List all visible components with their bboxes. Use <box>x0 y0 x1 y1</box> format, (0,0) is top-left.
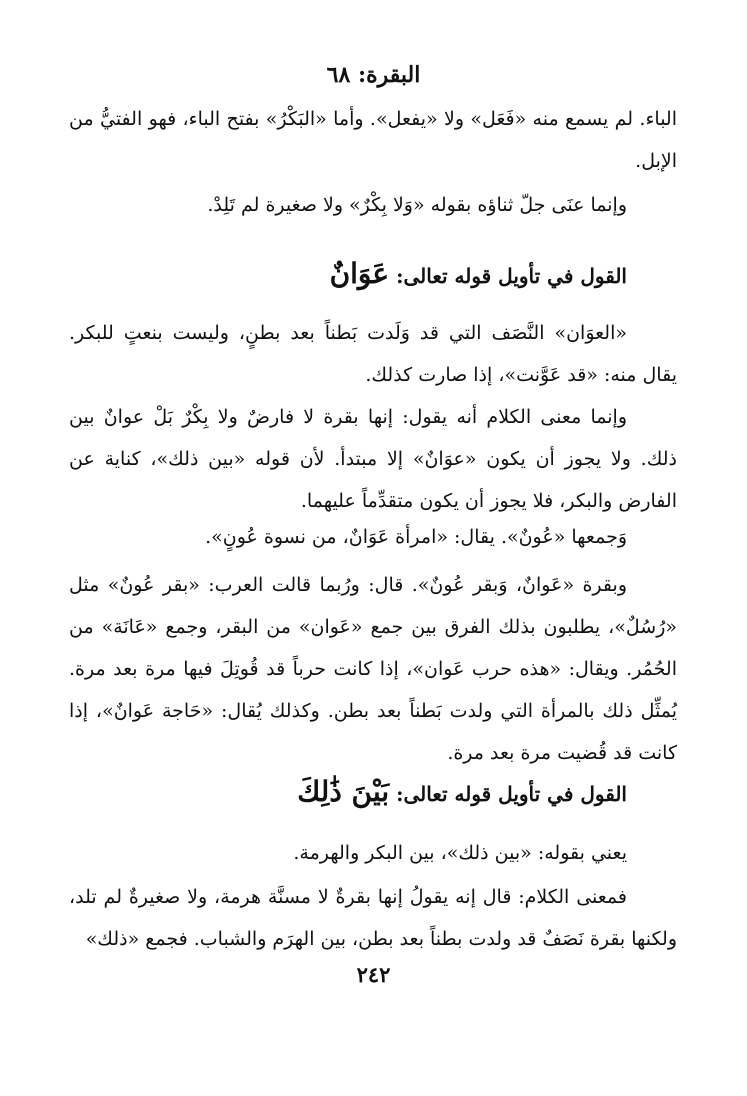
text-paragraph: يعني بقوله: «بين ذلك»، بين البكر والهرمة. <box>293 842 627 864</box>
section-heading-2 <box>69 770 677 816</box>
paragraph-2 <box>69 184 677 226</box>
paragraph-continuation <box>69 98 677 182</box>
paragraph-5 <box>69 516 677 558</box>
text-paragraph: وَجمعها «عُونٌ». يقال: «امرأة عَوَانٌ، من نسوة عُونٍ». <box>205 526 627 548</box>
heading-text: القول في تأويل قوله تعالى: <box>396 782 627 806</box>
section-heading-1 <box>69 252 677 298</box>
quran-phrase: بَيْنَ ذَٰلِكَ <box>297 775 390 808</box>
paragraph-7 <box>69 832 677 874</box>
text-paragraph: الباء. لم يسمع منه «فَعَل» ولا «يفعل». وأما «البَكْرُ» بفتح الباء، فهو الفتيُّ من الإبل. <box>69 108 677 172</box>
text-paragraph: فمعنى الكلام: قال إنه يقولُ إنها بقرةٌ لا مسنَّة هرمة، ولا صغيرةٌ لم تلد، ولكنها بقرة نَصَفٌ قد ولدت بطناً بعد بطن، بين الهرَم والشباب. فجمع «ذلك» <box>69 886 677 950</box>
paragraph-6 <box>69 564 677 774</box>
page-header: البقرة: ٦٨ <box>326 62 421 88</box>
text-paragraph: وبقرة «عَوانٌ، وَبقر عُونٌ». قال: ورُبما قالت العرب: «بقر عُونٌ» مثل «رُسُلٌ»، يطلبون بذلك الفرق بين جمع «عَوان» من البقر، وجمع «عَانَة» من الحُمُر. ويقال: «هذه حرب عَوان»، إذا كانت حرباً قد قُوتِلَ فيها مرة بعد مرة. يُمثِّل ذلك بالمرأة التي ولدت بَطناً بعد بطن. وكذلك يُقال: «حَاجة عَوانٌ»، إذا كانت قد قُضيت مرة بعد مرة. <box>69 574 677 764</box>
heading-text: القول في تأويل قوله تعالى: <box>396 264 627 288</box>
page-number: ٢٤٢ <box>356 962 391 987</box>
paragraph-4 <box>69 396 677 522</box>
paragraph-8 <box>69 876 677 960</box>
text-paragraph: وإنما عنَى جلّ ثناؤه بقوله «وَلا بِكْرٌ» ولا صغيرة لم تَلِدْ. <box>207 194 627 216</box>
paragraph-3 <box>69 312 677 396</box>
text-paragraph: «العوَان» النَّصَف التي قد وَلَدت بَطناً بعد بطنٍ، وليست بنعتٍ للبكر. يقال منه: «قد عَوَّنت»، إذا صارت كذلك. <box>69 322 677 386</box>
text-paragraph: وإنما معنى الكلام أنه يقول: إنها بقرة لا فارضٌ ولا بِكْرٌ بَلْ عوانٌ بين ذلك. ولا يجوز أن يكون «عوَانٌ» إلا مبتدأ. لأن قوله «بين ذلك»، كناية عن الفارض والبكر، فلا يجوز أن يكون متقدِّماً عليهما. <box>69 406 677 512</box>
quran-phrase: عَوَانٌ <box>329 257 390 290</box>
